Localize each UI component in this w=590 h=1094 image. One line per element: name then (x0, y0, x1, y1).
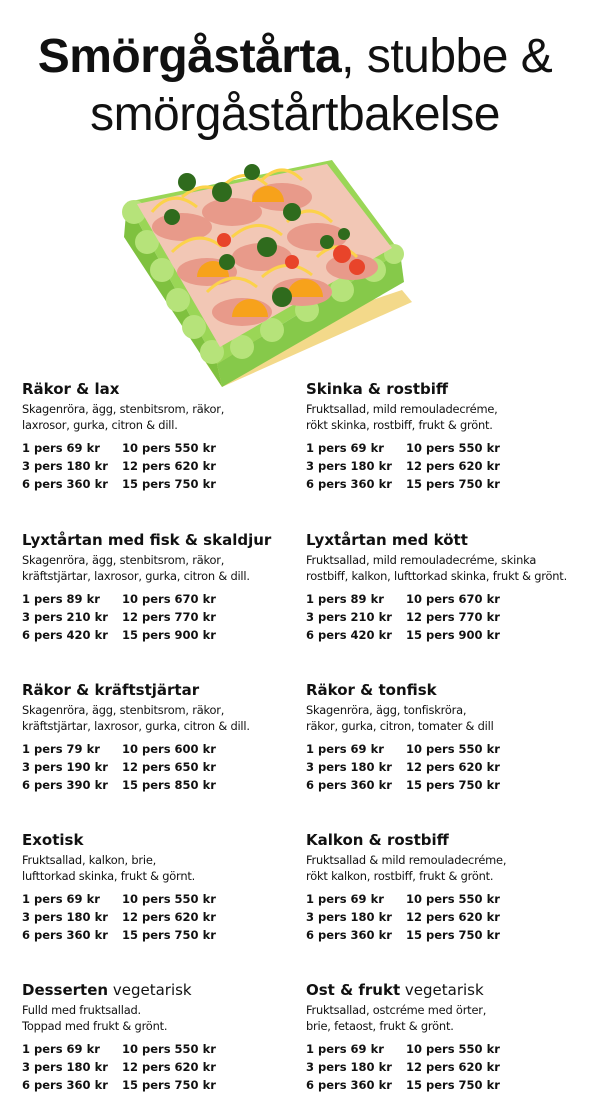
price-1-pers: 1 pers 69 kr (306, 1042, 384, 1056)
price-6-pers: 6 pers 360 kr (306, 778, 392, 792)
title-rest: , stubbe & (341, 30, 553, 83)
title-line-2: smörgåstårtbakelse (90, 88, 500, 141)
price-15-pers: 15 pers 900 kr (122, 628, 216, 642)
price-6-pers: 6 pers 360 kr (22, 1078, 108, 1092)
menu-section-exotisk (22, 831, 312, 944)
section-title: Lyxtårtan med fisk & skaldjur (22, 531, 272, 549)
price-1-pers: 1 pers 69 kr (22, 441, 100, 455)
menu-section-lyxtartan-kott (306, 531, 590, 644)
price-1-pers: 1 pers 69 kr (306, 742, 384, 756)
price-10-pers: 10 pers 600 kr (122, 742, 216, 756)
menu-section-rakor-kraftstjartar (22, 681, 312, 794)
section-title: Skinka & rostbiff (306, 380, 449, 398)
section-desc-2: rökt skinka, rostbiff, frukt & grönt. (306, 418, 493, 432)
price-12-pers: 12 pers 650 kr (122, 760, 216, 774)
price-3-pers: 3 pers 180 kr (306, 1060, 392, 1074)
price-1-pers: 1 pers 79 kr (22, 742, 100, 756)
price-grid (306, 890, 590, 944)
price-3-pers: 3 pers 210 kr (22, 610, 108, 624)
price-3-pers: 3 pers 180 kr (306, 760, 392, 774)
price-10-pers: 10 pers 550 kr (406, 441, 500, 455)
menu-section-rakor-tonfisk (306, 681, 590, 794)
sandwich-cake-image (112, 142, 412, 392)
section-title: Räkor & tonfisk (306, 681, 437, 699)
menu-section-rakor-lax (22, 380, 312, 493)
price-12-pers: 12 pers 620 kr (406, 910, 500, 924)
section-desc-1: Fruktsallad & mild remouladecréme, (306, 853, 507, 867)
section-desc-2: räkor, gurka, citron, tomater & dill (306, 719, 494, 733)
section-title: Kalkon & rostbiff (306, 831, 449, 849)
price-6-pers: 6 pers 420 kr (306, 628, 392, 642)
price-15-pers: 15 pers 900 kr (406, 628, 500, 642)
price-grid (22, 1040, 312, 1094)
price-1-pers: 1 pers 69 kr (306, 892, 384, 906)
price-6-pers: 6 pers 360 kr (306, 1078, 392, 1092)
price-3-pers: 3 pers 210 kr (306, 610, 392, 624)
price-12-pers: 12 pers 770 kr (122, 610, 216, 624)
price-12-pers: 12 pers 620 kr (406, 1060, 500, 1074)
menu-section-kalkon-rostbiff (306, 831, 590, 944)
price-10-pers: 10 pers 550 kr (122, 441, 216, 455)
sandwich-cake-illustration (112, 142, 412, 392)
price-15-pers: 15 pers 750 kr (122, 477, 216, 491)
price-grid (22, 740, 312, 794)
price-1-pers: 1 pers 69 kr (22, 1042, 100, 1056)
title-line-1 (0, 28, 590, 86)
price-10-pers: 10 pers 550 kr (406, 1042, 500, 1056)
price-10-pers: 10 pers 550 kr (122, 1042, 216, 1056)
menu-section-skinka-rostbiff (306, 380, 590, 493)
price-15-pers: 15 pers 750 kr (406, 477, 500, 491)
price-12-pers: 12 pers 620 kr (122, 459, 216, 473)
price-1-pers: 1 pers 69 kr (22, 892, 100, 906)
section-title: Räkor & lax (22, 380, 120, 398)
price-12-pers: 12 pers 620 kr (122, 1060, 216, 1074)
price-12-pers: 12 pers 620 kr (406, 760, 500, 774)
price-15-pers: 15 pers 850 kr (122, 778, 216, 792)
section-desc-2: kräftstjärtar, laxrosor, gurka, citron & dill. (22, 569, 250, 583)
section-title: Ost & frukt vegetarisk (306, 981, 484, 999)
section-desc-2: kräftstjärtar, laxrosor, gurka, citron & dill. (22, 719, 250, 733)
price-12-pers: 12 pers 770 kr (406, 610, 500, 624)
section-desc-1: Fruktsallad, mild remouladecréme, skinka (306, 553, 537, 567)
section-desc-2: Toppad med frukt & grönt. (22, 1019, 168, 1033)
price-3-pers: 3 pers 180 kr (22, 1060, 108, 1074)
section-title: Räkor & kräftstjärtar (22, 681, 200, 699)
price-1-pers: 1 pers 89 kr (306, 592, 384, 606)
section-title: Desserten vegetarisk (22, 981, 192, 999)
menu-section-lyxtartan-fisk (22, 531, 312, 644)
price-10-pers: 10 pers 550 kr (122, 892, 216, 906)
price-6-pers: 6 pers 360 kr (22, 928, 108, 942)
section-desc-2: brie, fetaost, frukt & grönt. (306, 1019, 454, 1033)
title-bold: Smörgåstårta (37, 30, 342, 83)
price-grid (306, 590, 590, 644)
price-grid (22, 439, 312, 493)
price-grid (306, 439, 590, 493)
price-10-pers: 10 pers 670 kr (406, 592, 500, 606)
price-15-pers: 15 pers 750 kr (122, 928, 216, 942)
section-desc-1: Skagenröra, ägg, stenbitsrom, räkor, (22, 703, 225, 717)
price-6-pers: 6 pers 360 kr (306, 928, 392, 942)
price-6-pers: 6 pers 390 kr (22, 778, 108, 792)
price-3-pers: 3 pers 180 kr (22, 459, 108, 473)
section-desc-1: Skagenröra, ägg, stenbitsrom, räkor, (22, 402, 225, 416)
section-desc-1: Fruktsallad, ostcréme med örter, (306, 1003, 487, 1017)
price-3-pers: 3 pers 180 kr (306, 910, 392, 924)
section-desc-2: laxrosor, gurka, citron & dill. (22, 418, 178, 432)
price-15-pers: 15 pers 750 kr (406, 778, 500, 792)
section-desc-1: Fruktsallad, kalkon, brie, (22, 853, 157, 867)
section-desc-1: Fruktsallad, mild remouladecréme, (306, 402, 498, 416)
price-grid (306, 1040, 590, 1094)
price-grid (22, 590, 312, 644)
menu-section-ost-frukt (306, 981, 590, 1094)
section-title: Exotisk (22, 831, 84, 849)
price-1-pers: 1 pers 89 kr (22, 592, 100, 606)
section-desc-2: lufttorkad skinka, frukt & görnt. (22, 869, 196, 883)
section-desc-1: Skagenröra, ägg, tonfiskröra, (306, 703, 467, 717)
price-12-pers: 12 pers 620 kr (406, 459, 500, 473)
price-6-pers: 6 pers 360 kr (306, 477, 392, 491)
price-3-pers: 3 pers 180 kr (22, 910, 108, 924)
price-grid (22, 890, 312, 944)
price-3-pers: 3 pers 190 kr (22, 760, 108, 774)
price-10-pers: 10 pers 550 kr (406, 892, 500, 906)
section-desc-2: rökt kalkon, rostbiff, frukt & grönt. (306, 869, 494, 883)
price-12-pers: 12 pers 620 kr (122, 910, 216, 924)
price-15-pers: 15 pers 750 kr (406, 1078, 500, 1092)
price-15-pers: 15 pers 750 kr (406, 928, 500, 942)
section-desc-2: rostbiff, kalkon, lufttorkad skinka, frukt & grönt. (306, 569, 567, 583)
price-1-pers: 1 pers 69 kr (306, 441, 384, 455)
price-3-pers: 3 pers 180 kr (306, 459, 392, 473)
price-10-pers: 10 pers 670 kr (122, 592, 216, 606)
section-desc-1: Skagenröra, ägg, stenbitsrom, räkor, (22, 553, 225, 567)
page-title (0, 28, 590, 144)
section-title: Lyxtårtan med kött (306, 531, 468, 549)
price-6-pers: 6 pers 420 kr (22, 628, 108, 642)
menu-section-desserten (22, 981, 312, 1094)
price-6-pers: 6 pers 360 kr (22, 477, 108, 491)
price-10-pers: 10 pers 550 kr (406, 742, 500, 756)
section-desc-1: Fulld med fruktsallad. (22, 1003, 141, 1017)
price-grid (306, 740, 590, 794)
price-15-pers: 15 pers 750 kr (122, 1078, 216, 1092)
